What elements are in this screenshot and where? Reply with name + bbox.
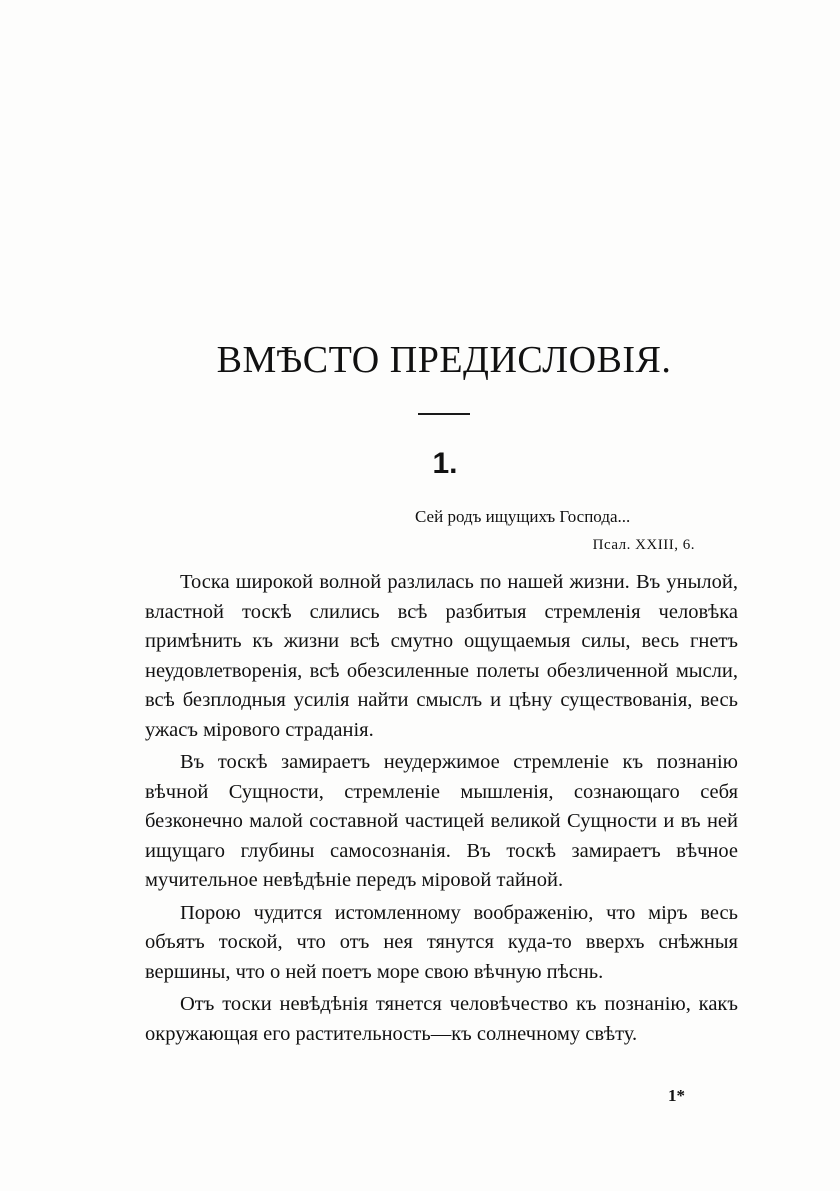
paragraph: Тоска широкой волной разлилась по нашей жизни. Въ унылой, властной тоскѣ слились всѣ разбитыя стремленія человѣка примѣнить къ жизни всѣ смутно ощущаемыя силы, весь гнетъ неудовлетворенія, всѣ обезсиленные полеты обезличенной мысли, всѣ безплодныя усилія найти смыслъ и цѣну существованія, весь ужасъ мірового страданія.: [145, 571, 738, 741]
paragraph: Въ тоскѣ замираетъ неудержимое стремленіе къ познанію вѣчной Сущности, стремленіе мышленія, сознающаго себя безконечно малой составной частицей великой Сущности и въ ней ищущаго глубины самосознанія. Въ тоскѣ замираетъ вѣчное мучительное невѣдѣніе передъ міровой тайной.: [145, 751, 738, 891]
paragraph: Порою чудится истомленному воображенію, что міръ весь объятъ тоской, что отъ нея тянутся куда-то вверхъ снѣжныя вершины, что о ней поетъ море свою вѣчную пѣснь.: [145, 901, 738, 983]
page-signature: 1*: [668, 1086, 685, 1105]
section-number: 1.: [432, 447, 458, 480]
paragraph: Отъ тоски невѣдѣнія тянется человѣчество къ познанію, какъ окружающая его растительность—къ солнечному свѣту.: [145, 993, 738, 1045]
body-text: [145, 568, 738, 1049]
epigraph-source: Псал. XXIII, 6.: [592, 537, 695, 553]
chapter-title: ВМѢСТО ПРЕДИСЛОВІЯ.: [216, 339, 672, 381]
title-divider: [418, 413, 470, 415]
epigraph-quote: Сей родъ ищущихъ Господа...: [415, 507, 631, 526]
epigraph: [415, 503, 695, 559]
